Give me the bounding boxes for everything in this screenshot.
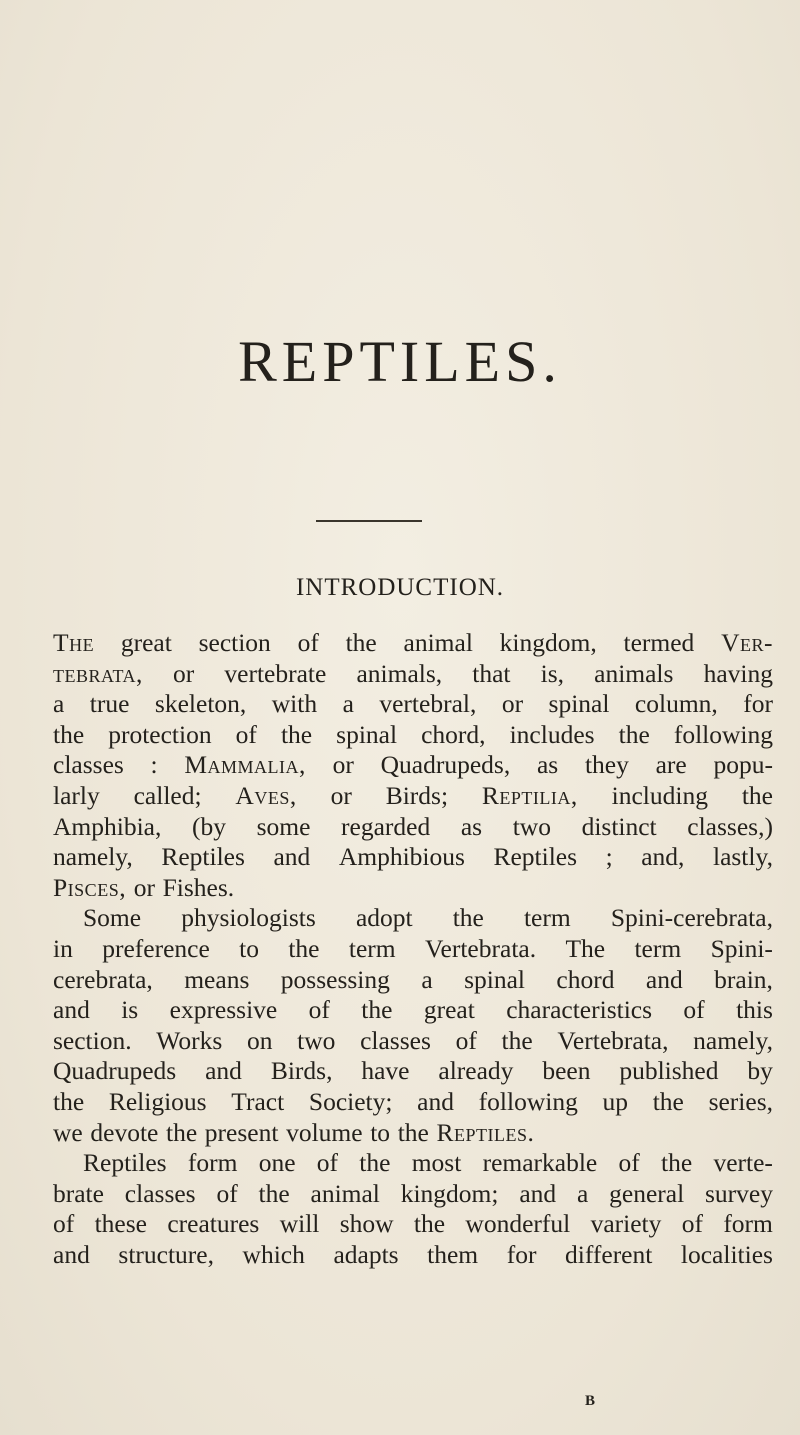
text-line: Pisces, or Fishes. — [53, 872, 235, 902]
text-line: The great section of the animal kingdom, termed Ver- — [53, 628, 773, 657]
body-text — [53, 628, 773, 1270]
text-line: a true skeleton, with a vertebral, or spinal column, for — [53, 689, 773, 719]
text-line: Amphibia, (by some regarded as two distinct classes,) — [53, 811, 773, 841]
text-line: we devote the present volume to the Reptiles. — [53, 1117, 535, 1147]
text-line: larly called; Aves, or Birds; Reptilia, including the — [53, 780, 773, 810]
text-line: namely, Reptiles and Amphibious Reptiles ; and, lastly, — [53, 842, 773, 872]
title-divider — [316, 520, 422, 522]
text-line: cerebrata, means possessing a spinal chord and brain, — [53, 964, 773, 994]
text-line: of these creatures will show the wonderful variety of form — [53, 1209, 773, 1239]
text-line: section. Works on two classes of the Vertebrata, namely, — [53, 1025, 773, 1055]
page-title: REPTILES. — [238, 329, 562, 394]
text-line: Reptiles form one of the most remarkable of the verte- — [83, 1148, 773, 1178]
text-line: and structure, which adapts them for different localities — [53, 1239, 773, 1269]
signature-mark: B — [585, 1393, 596, 1409]
text-line: classes : Mammalia, or Quadrupeds, as they are popu- — [53, 750, 773, 780]
text-line: Some physiologists adopt the term Spini-cerebrata, — [83, 903, 773, 933]
section-heading: INTRODUCTION. — [295, 574, 505, 601]
text-line: brate classes of the animal kingdom; and a general survey — [53, 1178, 773, 1208]
text-line: and is expressive of the great characteristics of this — [53, 995, 773, 1025]
text-line: in preference to the term Vertebrata. The term Spini- — [53, 933, 773, 963]
text-line: the Religious Tract Society; and following up the series, — [53, 1086, 773, 1116]
text-line: the protection of the spinal chord, includes the following — [53, 719, 773, 749]
text-line: tebrata, or vertebrate animals, that is, animals having — [53, 658, 773, 688]
text-line: Quadrupeds and Birds, have already been published by — [53, 1056, 773, 1086]
